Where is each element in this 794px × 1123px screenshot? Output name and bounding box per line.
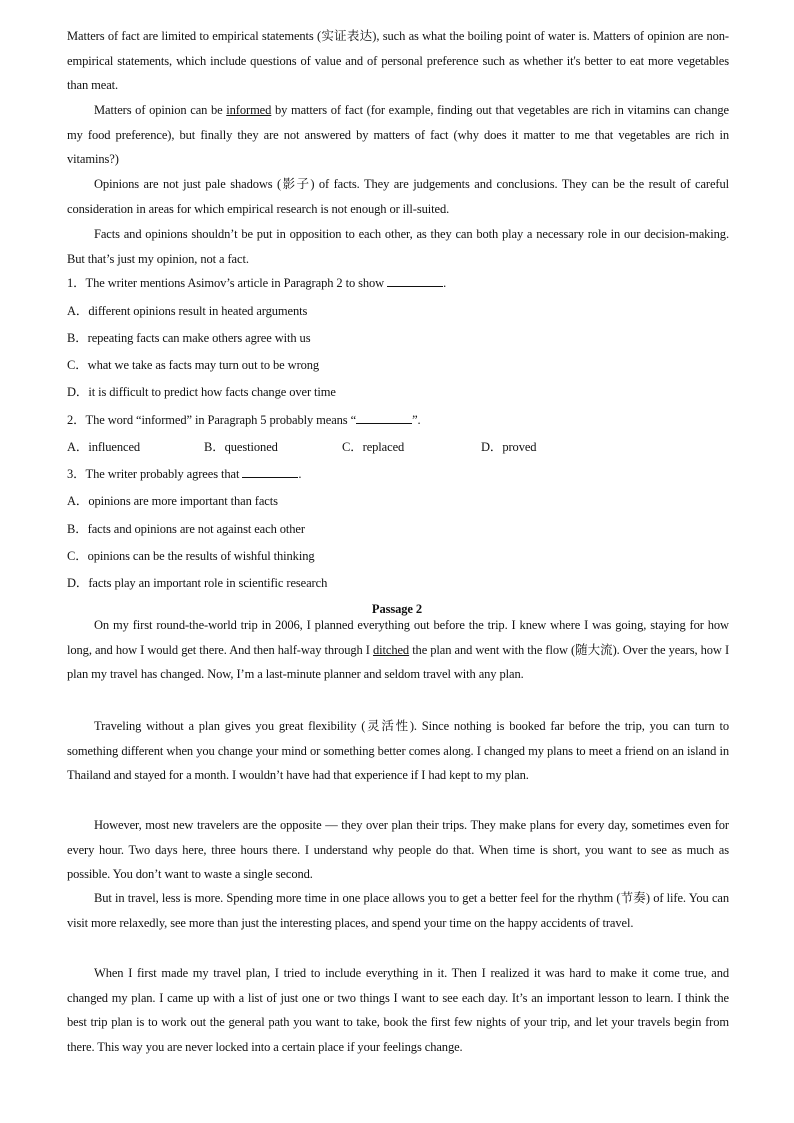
- question-1-option-c: C．what we take as facts may turn out to be wrong: [67, 358, 320, 372]
- question-2-option-c: C．replaced: [342, 440, 405, 454]
- question-3-option-d: D．facts play an important role in scientific research: [67, 576, 328, 590]
- underlined-word-ditched: ditched: [372, 642, 410, 657]
- answer-blank: [356, 412, 412, 424]
- passage1-paragraph-1: Matters of fact are limited to empirical statements (实证表达), such as what the boiling point of water is. Matters of opinion are non-empirical statements, which include questions of value and of personal preference such as whether it's better to eat more vegetables than meat.: [67, 29, 729, 92]
- passage2-paragraph-1: On my first round-the-world trip in 2006, I planned everything out before the trip. I knew where I was going, staying for how long, and how I would get there. And then half-way through I ditched the plan and went with the flow (随大流). Over the years, how I plan my travel has changed. Now, I’m a last-minute planner and seldom travel with any plan.: [67, 618, 730, 681]
- passage1-paragraph-4: Facts and opinions shouldn’t be put in opposition to each other, as they can both play a necessary role in our decision-making. But that’s just my opinion, not a fact.: [67, 227, 729, 266]
- answer-blank: [242, 466, 298, 478]
- question-2-option-a: A．influenced: [67, 440, 141, 454]
- question-1-option-d: D．it is difficult to predict how facts change over time: [67, 385, 336, 399]
- passage2-paragraph-4: But in travel, less is more. Spending more time in one place allows you to get a better feel for the rhythm (节奏) of life. You can visit more relaxedly, see more than just the interesting places, and spend your time on the happy accidents of travel.: [67, 891, 729, 930]
- passage1-paragraph-2: Matters of opinion can be informed by matters of fact (for example, finding out that vegetables are rich in vitamins can change my food preference), but finally they are not answered by matters of fact (why does it matter to me that vegetables are rich in vitamins?): [67, 103, 729, 166]
- question-2-option-d: D．proved: [481, 440, 537, 454]
- question-1-option-b: B．repeating facts can make others agree with us: [67, 331, 311, 345]
- passage2-paragraph-3: However, most new travelers are the opposite — they over plan their trips. They make plans for every day, sometimes even for every hour. Two days here, three hours there. I understand why people do that. When time is short, you want to see as much as possible. You don’t want to waste a single second.: [67, 818, 729, 881]
- passage2-paragraph-2: Traveling without a plan gives you great flexibility (灵活性). Since nothing is booked far before the trip, you can turn to something different when you change your mind or something better comes along. I changed my plans to meet a friend on an island in Thailand and stayed for a month. I wouldn’t have had that experience if I had kept to my plan.: [67, 719, 729, 782]
- question-2-stem: 2．The word “informed” in Paragraph 5 probably means “ ”.: [67, 413, 421, 427]
- question-3-option-a: A．opinions are more important than facts: [67, 494, 278, 508]
- question-3-stem: 3．The writer probably agrees that .: [67, 467, 302, 481]
- passage2-paragraph-5: When I first made my travel plan, I tried to include everything in it. Then I realized it was hard to make it come true, and changed my plan. I came up with a list of just one or two things I want to see each day. It’s an important lesson to learn. I think the best trip plan is to work out the general path you want to take, book the first few nights of your trip, and let your travels begin from there. This way you are never locked into a certain place if your feelings change.: [67, 966, 729, 1054]
- passage-2-title: Passage 2: [371, 602, 423, 616]
- passage1-paragraph-3: Opinions are not just pale shadows (影子) of facts. They are judgements and conclusions. They can be the result of careful consideration in areas for which empirical research is not enough or ill-suited.: [67, 177, 729, 216]
- question-1-option-a: A．different opinions result in heated arguments: [67, 304, 308, 318]
- question-1-stem: 1．The writer mentions Asimov’s article in Paragraph 2 to show .: [67, 276, 447, 290]
- question-3-option-b: B．facts and opinions are not against each other: [67, 522, 305, 536]
- underlined-word-informed: informed: [226, 103, 272, 117]
- question-2-option-b: B．questioned: [204, 440, 278, 454]
- question-3-option-c: C．opinions can be the results of wishful thinking: [67, 549, 315, 563]
- answer-blank: [387, 275, 443, 287]
